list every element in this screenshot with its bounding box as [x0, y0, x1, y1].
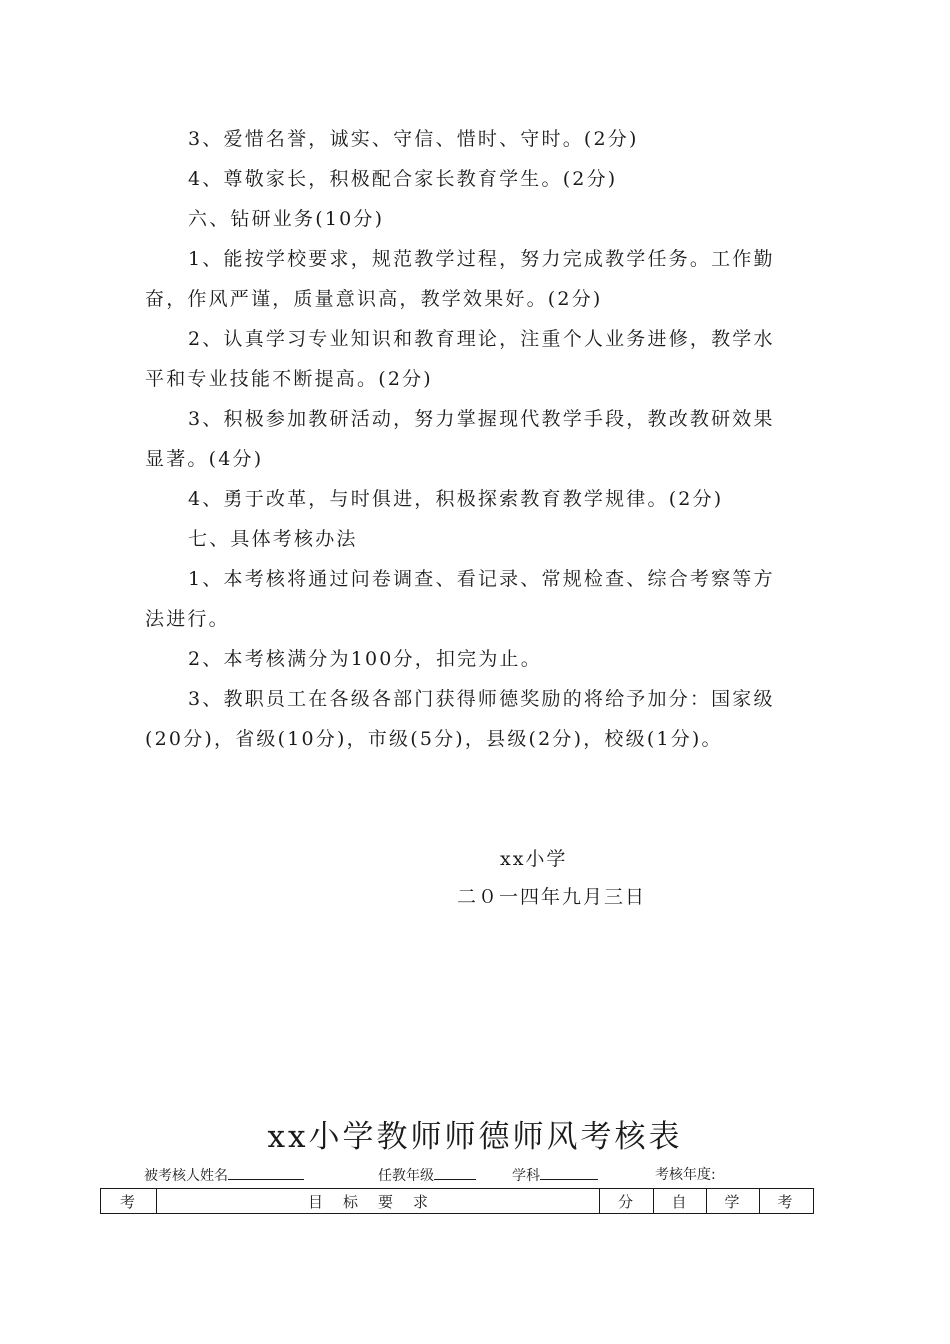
name-field — [144, 1165, 304, 1186]
subject-blank — [540, 1165, 598, 1180]
header-cell: 考 — [101, 1189, 157, 1213]
subject-field — [512, 1165, 598, 1186]
body-line: 1、本考核将通过问卷调查、看记录、常规检查、综合考察等方 — [188, 568, 775, 590]
body-line: 4、尊敬家长，积极配合家长教育学生。(2分) — [188, 168, 618, 190]
body-line: 法进行。 — [145, 608, 230, 630]
body-line: 显著。(4分) — [145, 448, 264, 470]
body-line: 平和专业技能不断提高。(2分) — [145, 368, 433, 390]
body-line: 2、本考核满分为100分，扣完为止。 — [188, 648, 542, 670]
name-blank — [228, 1165, 304, 1180]
year-label: 考核年度: — [655, 1167, 716, 1183]
header-cell: 分 — [600, 1189, 654, 1213]
section-heading: 七、具体考核办法 — [188, 528, 358, 550]
body-line: 奋，作风严谨，质量意识高，教学效果好。(2分) — [145, 288, 603, 310]
grade-label: 任教年级 — [378, 1168, 434, 1184]
header-cell: 学 — [707, 1189, 760, 1213]
subject-label: 学科 — [512, 1168, 540, 1184]
body-line: 3、积极参加教研活动，努力掌握现代教学手段，教改教研效果 — [188, 408, 775, 430]
signature-school: xx小学 — [500, 848, 568, 870]
body-line: 3、爱惜名誉，诚实、守信、惜时、守时。(2分) — [188, 128, 639, 150]
body-line: 3、教职员工在各级各部门获得师德奖励的将给予加分：国家级 — [188, 688, 775, 710]
assessment-table-header — [100, 1188, 814, 1214]
header-cell: 考 — [777, 1192, 795, 1211]
body-line: 4、勇于改革，与时俱进，积极探索教育教学规律。(2分) — [188, 488, 724, 510]
grade-blank — [434, 1165, 476, 1180]
header-cell: 自 — [654, 1189, 707, 1213]
name-label: 被考核人姓名 — [144, 1168, 228, 1184]
grade-field — [378, 1165, 476, 1186]
section-heading: 六、钻研业务(10分) — [188, 208, 385, 230]
form-title: xx小学教师师德师风考核表 — [267, 1119, 683, 1155]
signature-date: 二０一四年九月三日 — [457, 886, 647, 908]
body-line: (20分)，省级(10分)，市级(5分)，县级(2分)，校级(1分)。 — [145, 728, 723, 750]
body-line: 1、能按学校要求，规范教学过程，努力完成教学任务。工作勤 — [188, 248, 775, 270]
body-line: 2、认真学习专业知识和教育理论，注重个人业务进修，教学水 — [188, 328, 775, 350]
header-cell-goals: 目标要求 — [157, 1189, 600, 1213]
year-field — [655, 1165, 716, 1185]
